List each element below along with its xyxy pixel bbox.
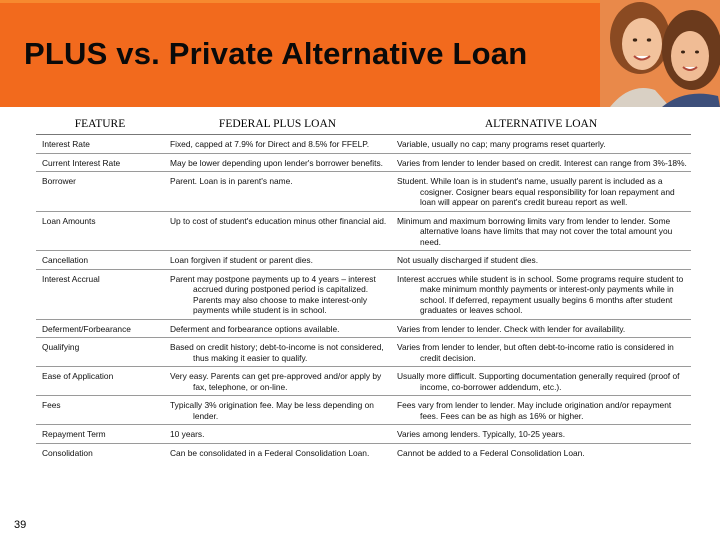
plus-cell bbox=[164, 251, 391, 270]
table-row bbox=[36, 251, 691, 270]
table-row bbox=[36, 211, 691, 251]
plus-cell-text: Can be consolidated in a Federal Consolidation Loan. bbox=[170, 447, 370, 458]
alternative-cell-text: Usually more difficult. Supporting documentation generally required (proof of income, co-borrower addendum, etc.). bbox=[397, 371, 680, 392]
plus-cell-text: Very easy. Parents can get pre-approved and/or apply by fax, telephone, or on-line. bbox=[170, 371, 382, 392]
feature-cell: Cancellation bbox=[36, 251, 164, 270]
alternative-cell-text: Varies from lender to lender, but often debt-to-income ratio is considered in credit decision. bbox=[397, 342, 674, 363]
alternative-cell bbox=[391, 396, 691, 425]
plus-cell bbox=[164, 172, 391, 212]
feature-cell: Interest Accrual bbox=[36, 269, 164, 319]
feature-cell: Interest Rate bbox=[36, 135, 164, 154]
table-row bbox=[36, 135, 691, 154]
alternative-cell-text: Varies from lender to lender based on credit. Interest can range from 3%-18%. bbox=[397, 157, 687, 168]
alternative-cell bbox=[391, 338, 691, 367]
feature-cell: Borrower bbox=[36, 172, 164, 212]
table-row bbox=[36, 367, 691, 396]
students-photo bbox=[600, 0, 720, 107]
table-header-row bbox=[36, 116, 691, 135]
plus-cell bbox=[164, 338, 391, 367]
feature-cell: Deferment/Forbearance bbox=[36, 319, 164, 338]
alternative-cell bbox=[391, 443, 691, 461]
plus-cell-text: Typically 3% origination fee. May be less depending on lender. bbox=[170, 400, 374, 421]
plus-cell bbox=[164, 425, 391, 444]
feature-cell: Fees bbox=[36, 396, 164, 425]
alternative-cell bbox=[391, 251, 691, 270]
plus-cell bbox=[164, 396, 391, 425]
feature-cell: Ease of Application bbox=[36, 367, 164, 396]
alternative-cell-text: Varies among lenders. Typically, 10-25 years. bbox=[397, 429, 566, 439]
alternative-cell-text: Interest accrues while student is in school. Some programs require student to make minimum monthly payments or interest-only payments while in school. If deferred, repayment usually begins 6 months after student graduates or leaves school. bbox=[397, 273, 684, 315]
table-row bbox=[36, 172, 691, 212]
alternative-cell bbox=[391, 172, 691, 212]
alternative-cell-text: Not usually discharged if student dies. bbox=[397, 255, 539, 265]
plus-cell bbox=[164, 367, 391, 396]
table-row bbox=[36, 338, 691, 367]
alternative-cell-text: Varies from lender to lender. Check with lender for availability. bbox=[397, 323, 626, 334]
alternative-cell bbox=[391, 319, 691, 338]
alternative-cell-text: Minimum and maximum borrowing limits vary from lender to lender. Some alternative loans have limits that may not cover the total amount you need. bbox=[397, 215, 673, 247]
page-number: 39 bbox=[14, 519, 27, 531]
plus-cell bbox=[164, 319, 391, 338]
alternative-cell-text: Cannot be added to a Federal Consolidation Loan. bbox=[397, 447, 585, 458]
plus-cell bbox=[164, 443, 391, 461]
alternative-cell-text: Variable, usually no cap; many programs reset quarterly. bbox=[397, 139, 606, 149]
plus-cell-text: Parent may postpone payments up to 4 years – interest accrued during postponed period is capitalized. Parents may also choose to make interest-only payments while student is in school. bbox=[170, 273, 376, 315]
table-row bbox=[36, 319, 691, 338]
plus-cell bbox=[164, 269, 391, 319]
alternative-cell bbox=[391, 153, 691, 172]
loan-comparison-table bbox=[36, 116, 691, 461]
plus-cell-text: Based on credit history; debt-to-income is not considered, thus making it easier to qualify. bbox=[170, 342, 384, 363]
plus-cell-text: Parent. Loan is in parent's name. bbox=[170, 176, 293, 186]
feature-cell: Current Interest Rate bbox=[36, 153, 164, 172]
table-row bbox=[36, 425, 691, 444]
plus-cell-text: Fixed, capped at 7.9% for Direct and 8.5% for FFELP. bbox=[170, 139, 370, 149]
table-row bbox=[36, 396, 691, 425]
header-feature: FEATURE bbox=[74, 118, 126, 130]
slide-title: PLUS vs. Private Alternative Loan bbox=[24, 36, 528, 71]
feature-cell: Repayment Term bbox=[36, 425, 164, 444]
feature-cell: Loan Amounts bbox=[36, 211, 164, 251]
plus-cell-text: May be lower depending upon lender's borrower benefits. bbox=[170, 157, 383, 168]
table-row bbox=[36, 269, 691, 319]
alternative-cell-text: Student. While loan is in student's name, usually parent is included as a cosigner. Cosigner bears equal responsibility for loan repayment and loan will appear on parent's credit bureau report as well. bbox=[397, 176, 675, 207]
alternative-cell bbox=[391, 269, 691, 319]
alternative-cell bbox=[391, 211, 691, 251]
feature-cell: Consolidation bbox=[36, 443, 164, 461]
feature-cell: Qualifying bbox=[36, 338, 164, 367]
title-banner bbox=[0, 0, 720, 107]
plus-cell bbox=[164, 135, 391, 154]
alternative-cell-text: Fees vary from lender to lender. May include origination and/or repayment fees. Fees can be as high as 16% or higher. bbox=[397, 400, 672, 421]
alternative-cell bbox=[391, 135, 691, 154]
plus-cell-text: 10 years. bbox=[170, 429, 205, 439]
header-alternative-loan: ALTERNATIVE LOAN bbox=[484, 118, 598, 130]
plus-cell-text: Up to cost of student's education minus other financial aid. bbox=[170, 215, 387, 226]
alternative-cell bbox=[391, 425, 691, 444]
plus-cell-text: Deferment and forbearance options available. bbox=[170, 323, 340, 334]
students-photo-graphic bbox=[600, 0, 720, 107]
table-row bbox=[36, 443, 691, 461]
plus-cell bbox=[164, 211, 391, 251]
table-row bbox=[36, 153, 691, 172]
alternative-cell bbox=[391, 367, 691, 396]
plus-cell-text: Loan forgiven if student or parent dies. bbox=[170, 255, 313, 265]
plus-cell bbox=[164, 153, 391, 172]
header-federal-plus-loan: FEDERAL PLUS LOAN bbox=[218, 118, 337, 130]
